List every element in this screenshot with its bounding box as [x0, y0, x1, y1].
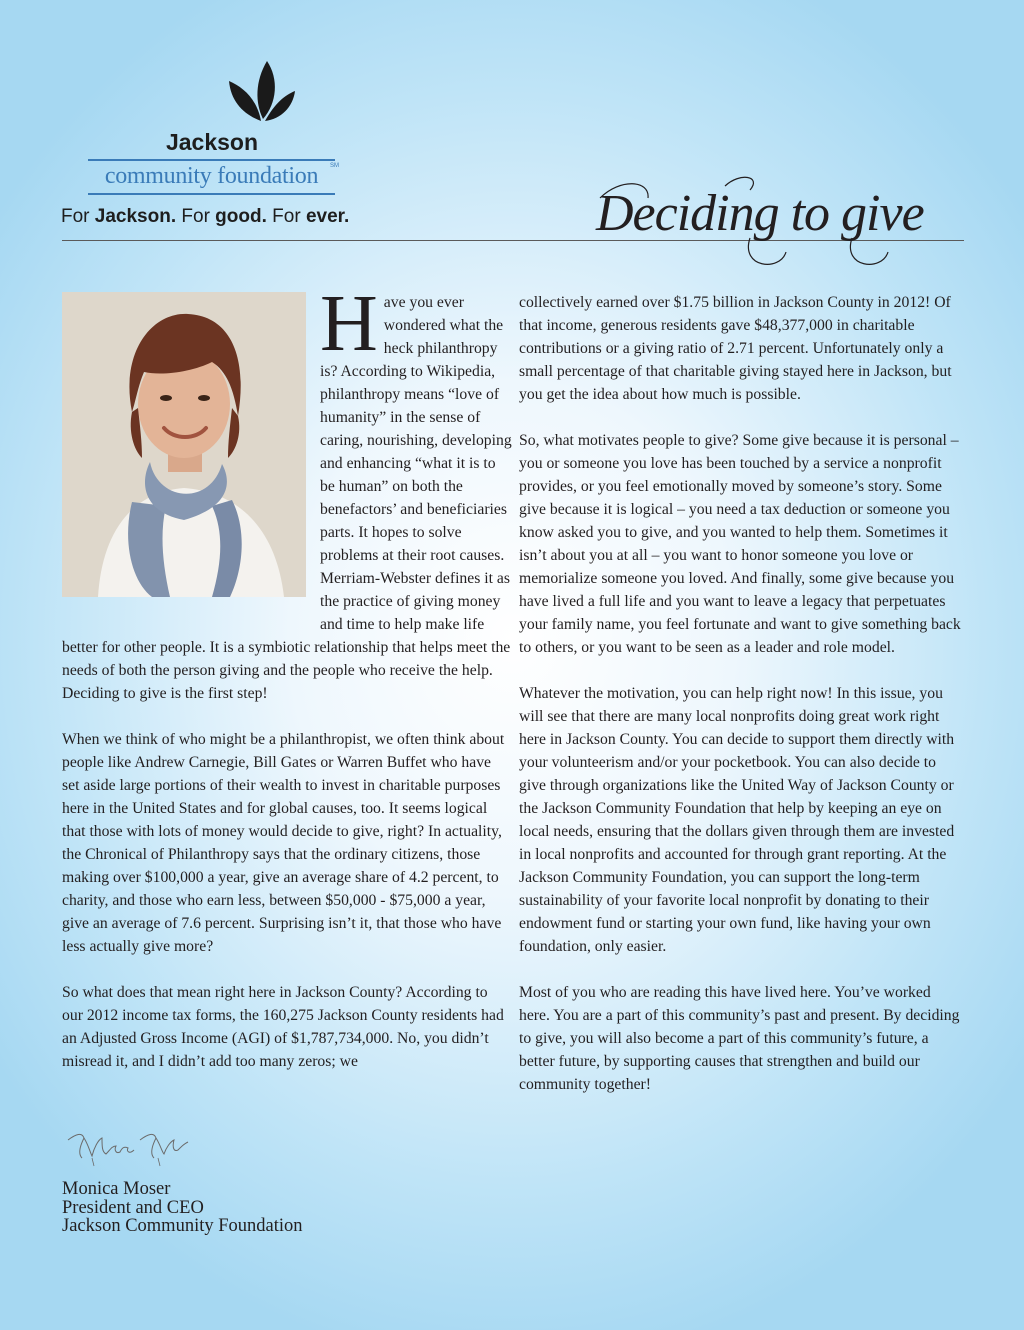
author-organization: Jackson Community Foundation — [62, 1216, 303, 1236]
logo-rule — [88, 159, 335, 161]
article-paragraph: So, what motivates people to give? Some give because it is personal – you or someone you love has been touched by a service a nonprofit provides, or you feel emotionally moved by someone’s story. Some give because it is logical – you need a tax deduction or someone you know asked you to give, and you wanted to help them. Sometimes it isn’t about you at all – you want to honor someone you love or memorialize someone you loved. And finally, some give because you have lived a full life and you want to leave a legacy that perpetuates your family name, you feel fortunate and want to give something back to others, or you want to be seen as a leader and role model. — [519, 432, 961, 656]
tagline-word: good. — [215, 206, 267, 227]
logo-rule — [88, 193, 335, 195]
page-title — [590, 168, 950, 278]
article-paragraph: Most of you who are reading this have lived here. You’ve worked here. You are a part of this community’s past and present. By deciding to give, you will also become a part of this community’s future, a better future, by supporting causes that strengthen and build our community together! — [519, 984, 960, 1093]
tagline-word: For — [272, 206, 301, 227]
article-paragraph: collectively earned over $1.75 billion in Jackson County in 2012! Of that income, generous residents gave $48,377,000 in charitable contributions or a giving ratio of 2.71 percent. Unfortunately only a small percentage of that charitable giving stayed here in Jackson, but you get the idea about how much is possible. — [519, 294, 952, 403]
logo-subtitle: community foundation — [104, 163, 319, 189]
tagline-word: Jackson. — [94, 206, 177, 227]
article-text: ave you ever wondered what the heck philanthropy is? According to Wikipedia, philanthropy means “love of humanity” in the sense of caring, nourishing, developing and enhancing “what it is to be human” on both the benefactors’ and beneficiaries parts. It hopes to solve problems at their root causes. Merriam-Webster defines it as the practice of giving money and time to help make life better for other people. It is a symbiotic relationship that helps meet the needs of both the person giving and the people who receive the help. Deciding to give is the first step! — [62, 294, 512, 702]
tagline-word: ever. — [305, 206, 350, 227]
article-paragraph: So what does that mean right here in Jackson County? According to our 2012 income tax forms, the 160,275 Jackson County residents had an Adjusted Gross Income (AGI) of $1,787,734,000. No, you didn’t misread it, and I didn’t add too many zeros; we — [62, 984, 504, 1070]
logo-tagline — [61, 206, 349, 228]
article-right-column — [519, 291, 964, 1119]
drop-cap: H — [320, 280, 378, 368]
tagline-word: For — [61, 206, 90, 227]
leaves-icon — [225, 59, 297, 123]
author-role: President and CEO — [62, 1197, 204, 1218]
service-mark: SM — [330, 163, 339, 169]
handwritten-signature — [62, 1120, 192, 1170]
article-paragraph: When we think of who might be a philanthropist, we often think about people like Andrew Carnegie, Bill Gates or Warren Buffet who have set aside large portions of their wealth to invest in charitable purposes here in the United States and for global causes, too. It seems logical that those with lots of money would decide to give, right? In actuality, the Chronical of Philanthropy says that the ordinary citizens, those making over $100,000 a year, give an average share of 4.2 percent, to charity, and those who earn less, between $50,000 - $75,000 a year, give an average of 7.6 percent. Surprising isn’t it, that those who have less actually give more? — [62, 731, 505, 955]
foundation-logo — [55, 55, 385, 235]
author-name: Monica Moser — [62, 1179, 171, 1199]
signoff-block — [62, 1180, 303, 1236]
photo-spacer — [62, 291, 320, 616]
article-paragraph: Whatever the motivation, you can help right now! In this issue, you will see that there are many local nonprofits doing great work right here in Jackson County. You can decide to support them directly with your volunteerism and/or your pocketbook. You can also decide to give through organizations like the United Way of Jackson County or the Jackson Community Foundation that help by keeping an eye on local needs, ensuring that the dollars given through them are invested in local nonprofits and accounted for through grant reporting. At the Jackson Community Foundation, you can support the long-term sustainability of your favorite local nonprofit by donating to their endowment fund or starting your own fund, like having your own foundation, only easier. — [519, 685, 955, 955]
page-title-text: Deciding to give — [596, 185, 924, 242]
article-left-column — [62, 280, 512, 1096]
tagline-word: For — [181, 206, 210, 227]
logo-name: Jackson — [165, 129, 259, 155]
